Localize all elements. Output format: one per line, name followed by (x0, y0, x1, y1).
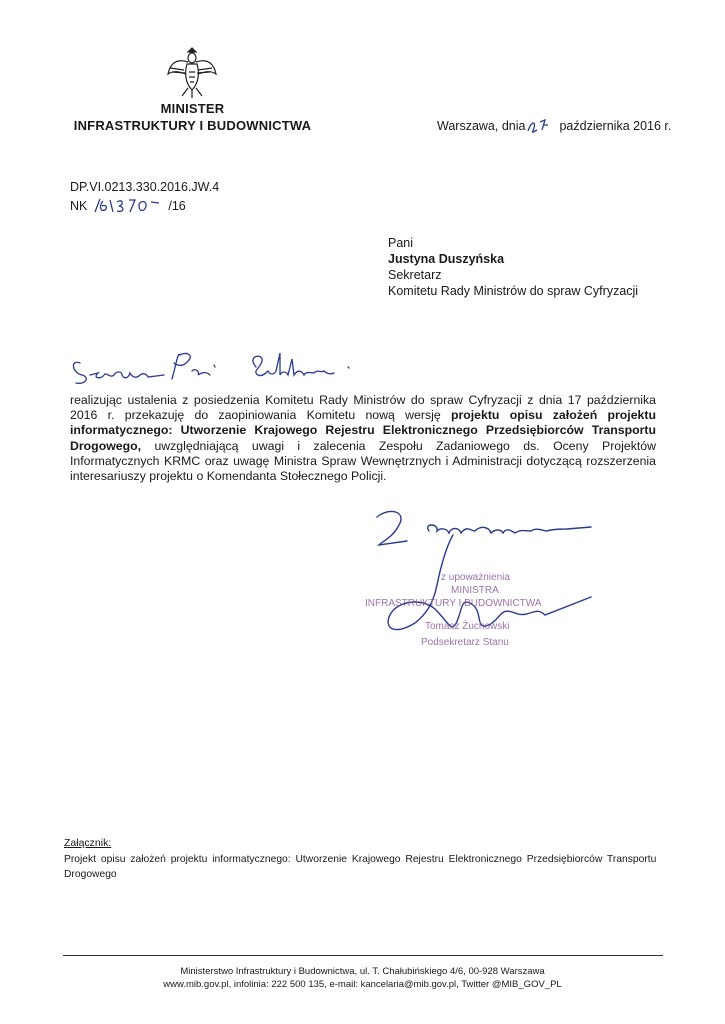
polish-eagle-emblem-icon (166, 44, 218, 100)
signature-block (355, 505, 615, 685)
ministry-name-line2: INFRASTRUKTURY I BUDOWNICTWA (73, 118, 312, 133)
nk-reference (70, 196, 186, 216)
stamp-line4: Tomasz Żuchowski (425, 621, 510, 632)
date-prefix: Warszawa, dnia (437, 119, 526, 133)
case-reference-number: DP.VI.0213.330.2016.JW.4 (70, 180, 220, 194)
recipient-salutation-word: Pani (388, 236, 414, 250)
recipient-name: Justyna Duszyńska (388, 252, 505, 266)
stamp-line5: Podsekretarz Stanu (421, 637, 509, 648)
recipient-body: Komitetu Rady Ministrów do spraw Cyfryzacji (388, 284, 639, 298)
recipient-title: Sekretarz (388, 268, 442, 282)
letter-body-paragraph (70, 393, 656, 484)
handwritten-salutation-signature (68, 345, 358, 395)
ministry-name-line1: MINISTER (160, 101, 225, 116)
attachment-text: Projekt opisu założeń projektu informatycznego: Utworzenie Krajowego Rejestru Elektronicznego Przedsiębiorców Transportu Drogowego (64, 854, 657, 880)
stamp-line2: MINISTRA (451, 585, 499, 596)
footer-contact: www.mib.gov.pl, infolinia: 222 500 135, e-mail: kancelaria@mib.gov.pl, Twitter @MIB_GOV_PL (163, 979, 562, 990)
footer-divider (63, 955, 663, 956)
stamp-line1: z upoważnienia (441, 572, 510, 583)
letter-body-part1: realizując ustalenia z posiedzenia Komitetu Rady Ministrów do spraw Cyfryzacji z dnia 17 października 2016 r. przekazuję do zaopiniowania Komitetu nową wersję (70, 393, 656, 423)
stamp-line3: INFRASTRUKTURY I BUDOWNICTWA (365, 598, 542, 609)
date-line (437, 116, 671, 136)
nk-suffix: /16 (168, 199, 186, 213)
footer-address: Ministerstwo Infrastruktury i Budownictwa, ul. T. Chałubińskiego 4/6, 00-928 Warszawa (180, 966, 545, 977)
nk-prefix: NK (70, 199, 88, 213)
letter-body-part2: uwzględniającą uwagi i zalecenia Zespołu Zadaniowego ds. Oceny Projektów Informatycznych KRMC oraz uwagę Ministra Spraw Wewnętrznych i Administracji dotyczącą rozszerzenia interesariuszy projektu o Komendanta Stołecznego Policji. (70, 438, 656, 484)
handwritten-nk-number-signature (91, 196, 165, 216)
handwritten-day-signature (525, 116, 559, 136)
date-suffix: października 2016 r. (559, 119, 672, 133)
letter-body-bold: projektu opisu założeń projektu informatycznego: Utworzenie Krajowego Rejestru Elektronicznego Przedsiębiorców Transportu Drogowego, (70, 408, 656, 453)
attachment-heading: Załącznik: (64, 837, 112, 849)
